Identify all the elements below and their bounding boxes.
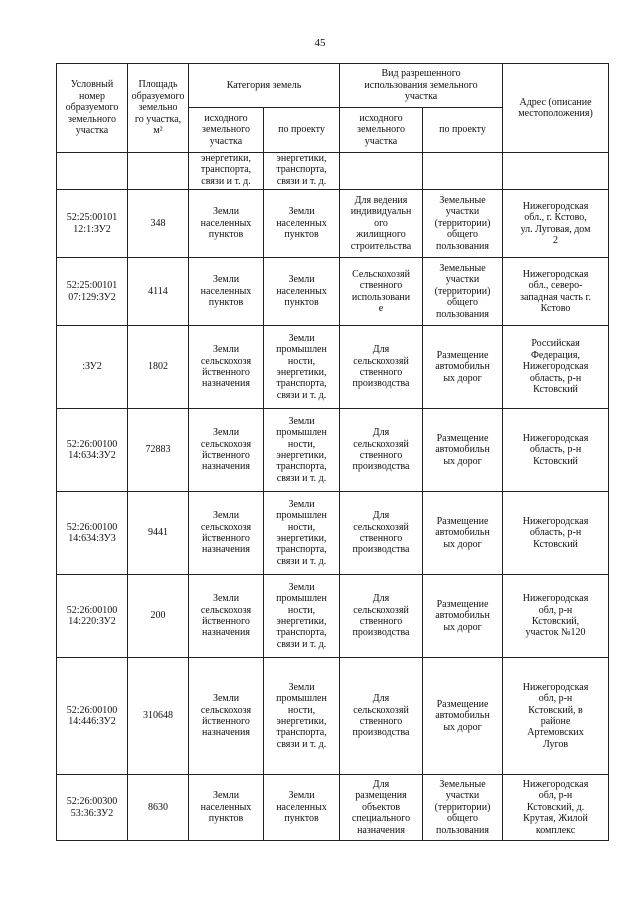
cell-use-project: Земельные участки (территории) общего пользования — [423, 258, 503, 326]
cell-cadastral-id: 52:26:00100 14:634:ЗУ2 — [57, 409, 128, 492]
header-address: Адрес (описание местоположения) — [503, 64, 609, 153]
cell-use-project: Размещение автомобильн ых дорог — [423, 575, 503, 658]
cell-empty — [423, 153, 503, 190]
table-row-continuation — [57, 153, 609, 190]
cell-use-source: Для сельскохозяй ственного производства — [340, 326, 423, 409]
cell-use-source: Для сельскохозяй ственного производства — [340, 492, 423, 575]
cell-category-source: Земли сельскохозя йственного назначения — [189, 575, 264, 658]
cell-address: Нижегородская обл, р-н Кстовский, в районе Артемовских Лугов — [503, 658, 609, 775]
cell-cadastral-id: 52:25:00101 07:129:ЗУ2 — [57, 258, 128, 326]
table-row — [57, 575, 609, 658]
cell-empty — [128, 153, 189, 190]
cell-area: 9441 — [128, 492, 189, 575]
table-row — [57, 409, 609, 492]
cell-category-project: Земли промышлен ности, энергетики, транспорта, связи и т. д. — [264, 575, 340, 658]
table-row — [57, 258, 609, 326]
cell-category-source: Земли сельскохозя йственного назначения — [189, 492, 264, 575]
header-area: Площадь образуемого земельно го участка, м² — [128, 64, 189, 153]
cell-use-source: Для ведения индивидуальн ого жилищного строительства — [340, 190, 423, 258]
cell-category-source: Земли сельскохозя йственного назначения — [189, 326, 264, 409]
cell-area: 4114 — [128, 258, 189, 326]
cell-cadastral-id: 52:26:00100 14:220:ЗУ2 — [57, 575, 128, 658]
cell-category-project: Земли населенных пунктов — [264, 775, 340, 841]
cell-area: 310648 — [128, 658, 189, 775]
cell-cadastral-id: :ЗУ2 — [57, 326, 128, 409]
cell-address: Российская Федерация, Нижегородская область, р-н Кстовский — [503, 326, 609, 409]
cell-category-project: Земли промышлен ности, энергетики, транспорта, связи и т. д. — [264, 326, 340, 409]
subheader-use-source: исходного земельного участка — [340, 108, 423, 153]
cell-use-source: Для сельскохозяй ственного производства — [340, 658, 423, 775]
cell-cadastral-id: 52:26:00100 14:446:ЗУ2 — [57, 658, 128, 775]
header-land-category: Категория земель — [189, 64, 340, 108]
cell-category-source: Земли населенных пунктов — [189, 190, 264, 258]
cell-use-project: Земельные участки (территории) общего пользования — [423, 190, 503, 258]
table-header-row — [57, 64, 609, 108]
cell-use-source: Для сельскохозяй ственного производства — [340, 409, 423, 492]
cell-use-project: Размещение автомобильн ых дорог — [423, 492, 503, 575]
cell-area: 1802 — [128, 326, 189, 409]
cell-category-source: Земли сельскохозя йственного назначения — [189, 409, 264, 492]
cell-address: Нижегородская обл., северо- западная часть г. Кстово — [503, 258, 609, 326]
cell-address: Нижегородская область, р-н Кстовский — [503, 492, 609, 575]
cell-use-project: Размещение автомобильн ых дорог — [423, 326, 503, 409]
cell-cadastral-id: 52:26:00100 14:634:ЗУ3 — [57, 492, 128, 575]
header-cadastral-number: Условный номер образуемого земельного участка — [57, 64, 128, 153]
cell-category-project: Земли населенных пунктов — [264, 258, 340, 326]
cell-address: Нижегородская обл, р-н Кстовский, д. Крутая, Жилой комплекс — [503, 775, 609, 841]
subheader-category-source: исходного земельного участка — [189, 108, 264, 153]
cell-cadastral-id: 52:26:00300 53:36:ЗУ2 — [57, 775, 128, 841]
table-row — [57, 775, 609, 841]
cell-empty — [57, 153, 128, 190]
header-permitted-use: Вид разрешенного использования земельного участка — [340, 64, 503, 108]
cell-use-project: Земельные участки (территории) общего пользования — [423, 775, 503, 841]
cell-category-project: энергетики, транспорта, связи и т. д. — [264, 153, 340, 190]
table-row — [57, 658, 609, 775]
cell-empty — [503, 153, 609, 190]
cell-use-project: Размещение автомобильн ых дорог — [423, 409, 503, 492]
cell-category-source: Земли населенных пунктов — [189, 775, 264, 841]
cell-empty — [340, 153, 423, 190]
cell-area: 348 — [128, 190, 189, 258]
cell-address: Нижегородская обл., г. Кстово, ул. Луговая, дом 2 — [503, 190, 609, 258]
cell-category-project: Земли населенных пунктов — [264, 190, 340, 258]
table-row — [57, 190, 609, 258]
cell-area: 72883 — [128, 409, 189, 492]
cell-area: 8630 — [128, 775, 189, 841]
cell-category-project: Земли промышлен ности, энергетики, транспорта, связи и т. д. — [264, 409, 340, 492]
cell-category-project: Земли промышлен ности, энергетики, транспорта, связи и т. д. — [264, 658, 340, 775]
cell-use-source: Сельскохозяй ственного использовани е — [340, 258, 423, 326]
table-row — [57, 326, 609, 409]
cell-category-project: Земли промышлен ности, энергетики, транспорта, связи и т. д. — [264, 492, 340, 575]
cell-category-source: энергетики, транспорта, связи и т. д. — [189, 153, 264, 190]
table-row — [57, 492, 609, 575]
page-number: 45 — [314, 37, 326, 49]
cell-category-source: Земли сельскохозя йственного назначения — [189, 658, 264, 775]
cell-area: 200 — [128, 575, 189, 658]
cell-use-source: Для размещения объектов специального назначения — [340, 775, 423, 841]
cell-cadastral-id: 52:25:00101 12:1:ЗУ2 — [57, 190, 128, 258]
land-plots-table — [56, 63, 609, 841]
cell-category-source: Земли населенных пунктов — [189, 258, 264, 326]
cell-address: Нижегородская область, р-н Кстовский — [503, 409, 609, 492]
cell-use-project: Размещение автомобильн ых дорог — [423, 658, 503, 775]
cell-address: Нижегородская обл, р-н Кстовский, участок №120 — [503, 575, 609, 658]
subheader-category-project: по проекту — [264, 108, 340, 153]
cell-use-source: Для сельскохозяй ственного производства — [340, 575, 423, 658]
subheader-use-project: по проекту — [423, 108, 503, 153]
